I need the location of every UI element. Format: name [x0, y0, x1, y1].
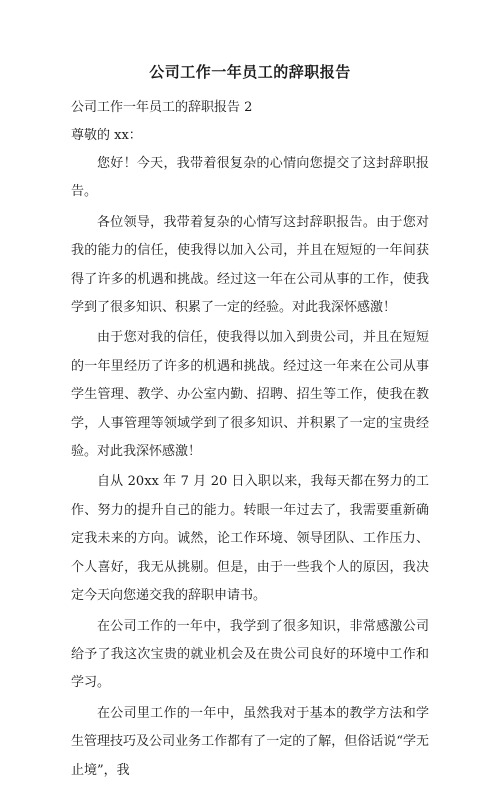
salutation: 尊敬的 xx： [71, 128, 142, 143]
paragraph-5: 在公司工作的一年中，我学到了很多知识，非常感激公司给予了我这次宝贵的就业机会及在贵公司良好的环境中工作和学习。 [71, 618, 429, 691]
paragraph-6: 在公司里工作的一年中，虽然我对于基本的教学方法和学生管理技巧及公司业务工作都有了一定的了解，但俗话说“学无止境”，我 [71, 705, 429, 778]
paragraph-2: 各位领导，我带着复杂的心情写这封辞职报告。由于您对我的能力的信任，使我得以加入公司，并且在短短的一年间获得了许多的机遇和挑战。经过这一年在公司从事的工作，使我学到了很多知识、积累了一定的经验。对此我深怀感激！ [71, 214, 429, 316]
paragraph-3: 由于您对我的信任，使我得以加入到贵公司，并且在短短的一年里经历了许多的机遇和挑战。经过这一年来在公司从事学生管理、教学、办公室内勤、招聘、招生等工作，使我在教学，人事管理等领域学到了很多知识、并积累了一定的宝贵经验。对此我深怀感激！ [71, 330, 429, 460]
document-title: 公司工作一年员工的辞职报告 [149, 63, 351, 81]
paragraph-4: 自从 20xx 年 7 月 20 日入职以来，我每天都在努力的工作、努力的提升自己的能力。转眼一年过去了，我需要重新确定我未来的方向。诚然，论工作环境、领导团队、工作压力、个人喜好，我无从挑剔。但是，由于一些我个人的原因，我决定今天向您递交我的辞职申请书。 [71, 474, 429, 604]
document-subtitle: 公司工作一年员工的辞职报告 2 [71, 100, 253, 115]
paragraph-1: 您好！今天，我带着很复杂的心情向您提交了这封辞职报告。 [71, 156, 429, 200]
